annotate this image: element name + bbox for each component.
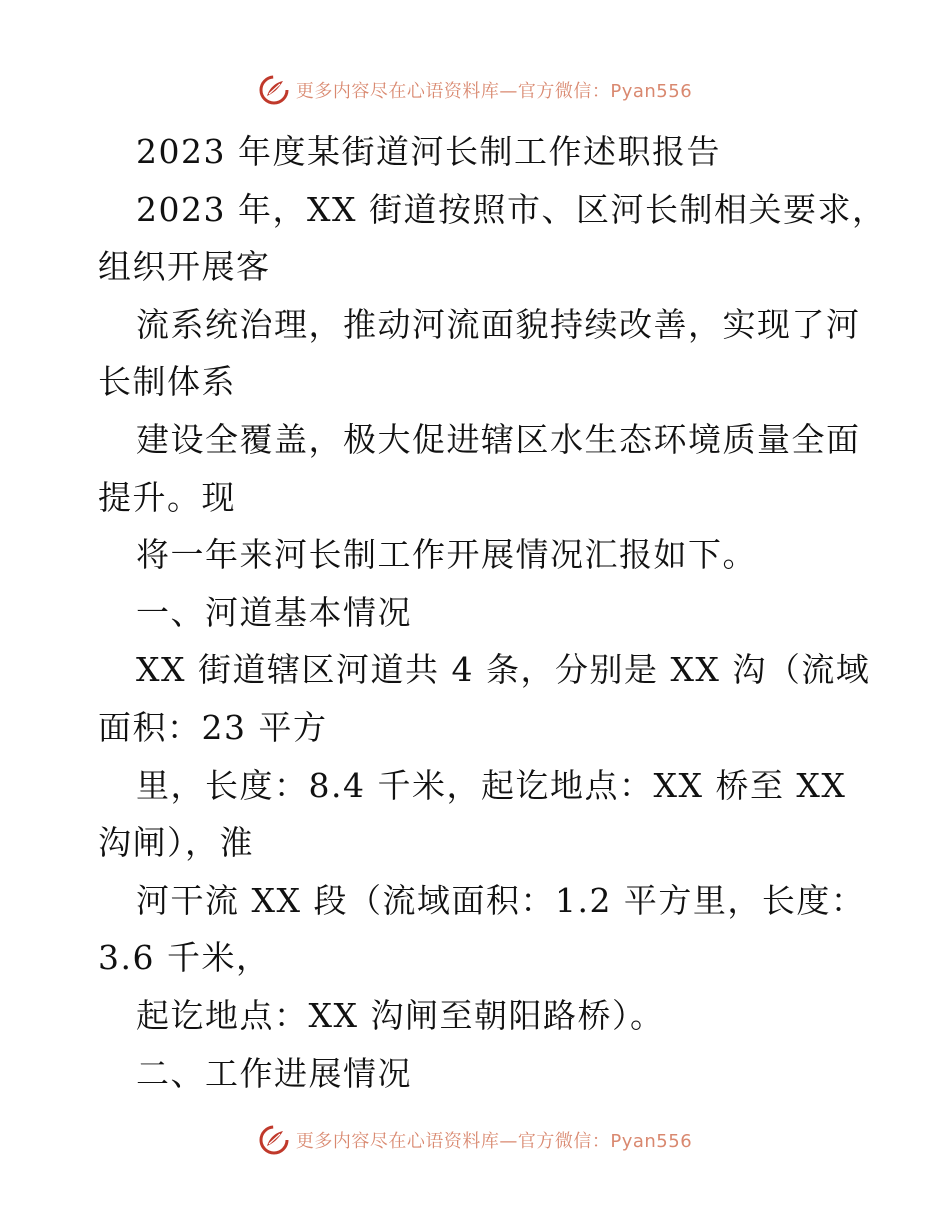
watermark-text: 更多内容尽在心语资料库—官方微信：Pyan556 [295, 81, 693, 102]
watermark-text: 更多内容尽在心语资料库—官方微信：Pyan556 [295, 1131, 693, 1152]
paragraph-line: 长制体系 [98, 362, 236, 402]
paragraph-line: 2023 年，XX 街道按照市、区河长制相关要求， [136, 189, 887, 229]
paragraph-line: 建设全覆盖，极大促进辖区水生态环境质量全面 [136, 419, 861, 459]
document-title: 2023 年度某街道河长制工作述职报告 [136, 132, 721, 171]
leaf-logo-icon [258, 74, 290, 106]
section-heading: 二、工作进展情况 [136, 1053, 412, 1093]
paragraph-line: 起讫地点：XX 沟闸至朝阳路桥）。 [136, 995, 665, 1035]
paragraph-line: 3.6 千米， [98, 938, 271, 978]
paragraph-line: 流系统治理，推动河流面貌持续改善，实现了河 [136, 304, 861, 344]
paragraph-line: XX 街道辖区河道共 4 条，分别是 XX 沟（流域 [136, 650, 871, 690]
header-watermark [0, 70, 950, 110]
paragraph-line: 将一年来河长制工作开展情况汇报如下。 [136, 535, 757, 575]
paragraph-line: 里，长度：8.4 千米，起讫地点：XX 桥至 XX [136, 765, 847, 805]
footer-watermark [0, 1120, 950, 1160]
paragraph-line: 河干流 XX 段（流域面积：1.2 平方里，长度： [136, 880, 866, 920]
section-heading: 一、河道基本情况 [136, 592, 412, 632]
document-body [98, 123, 887, 1102]
paragraph-line: 组织开展客 [98, 247, 271, 287]
paragraph-line: 面积：23 平方 [98, 707, 328, 747]
paragraph-line: 沟闸），淮 [98, 823, 254, 863]
paragraph-line: 提升。现 [98, 477, 236, 517]
leaf-logo-icon [258, 1124, 290, 1156]
